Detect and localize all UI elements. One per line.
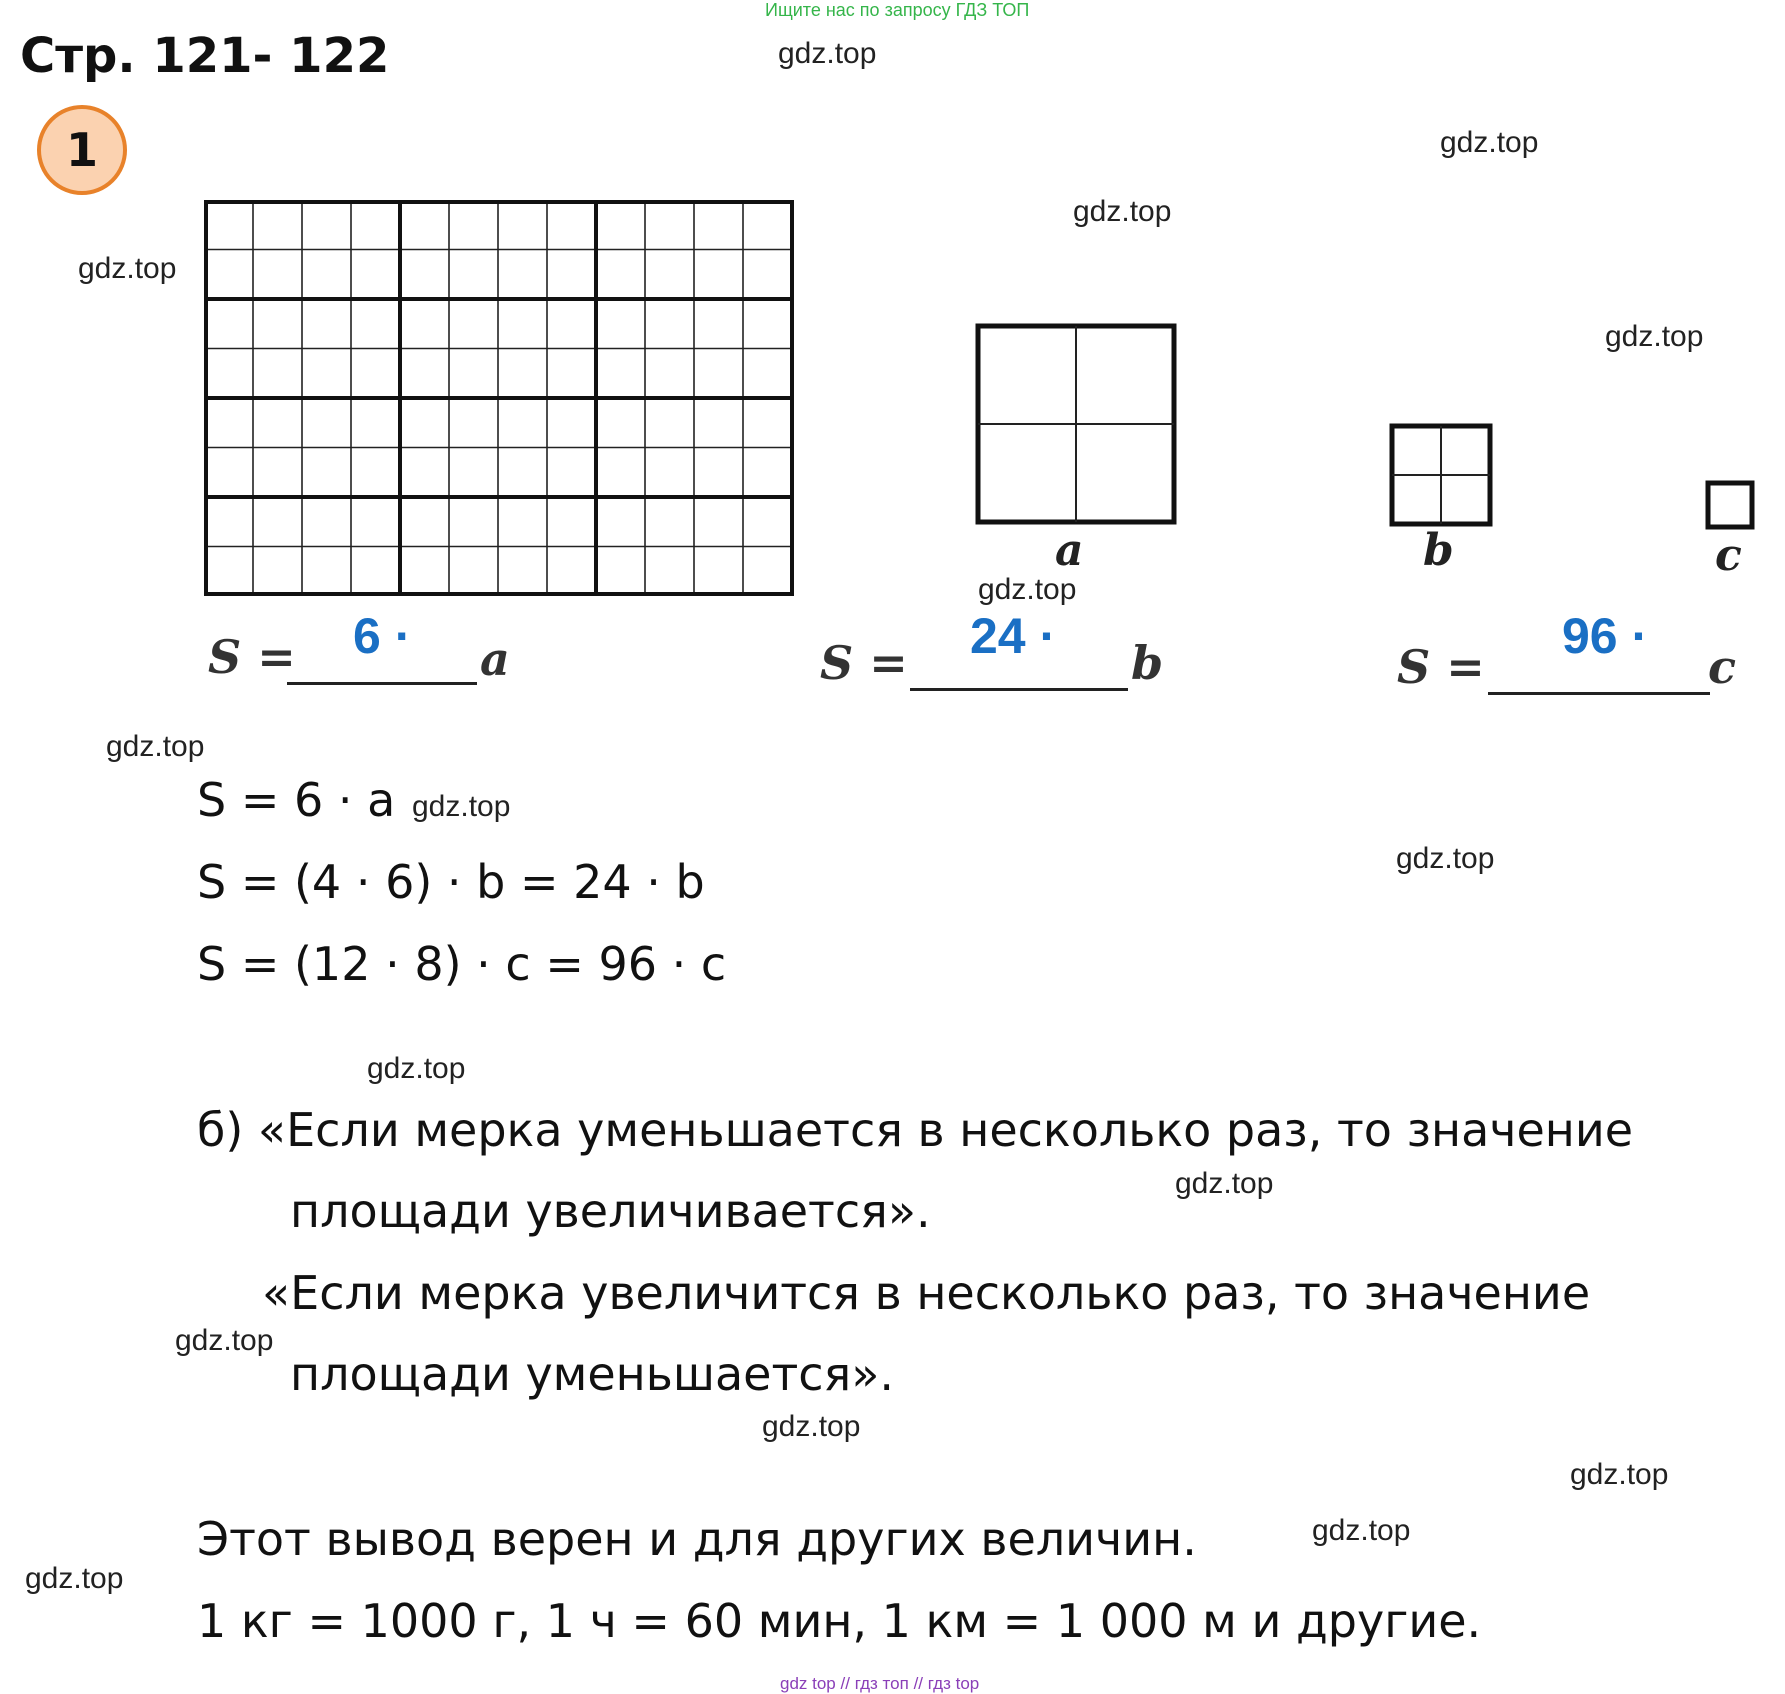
watermark: gdz.top [78,252,177,285]
watermark: gdz.top [1312,1514,1411,1547]
search-banner: Ищите нас по запросу ГДЗ ТОП [765,0,1030,20]
formula-c-answer: 96 · [1562,608,1649,664]
footer-separator: // [913,1674,924,1693]
footer-link-3[interactable]: гдз top [927,1674,980,1693]
watermark: gdz.top [778,37,877,70]
square-a-figure [975,323,1177,525]
watermark: gdz.top [106,730,205,763]
square-c-figure [1705,480,1755,530]
equation-1: S = 6 · a [197,773,396,827]
watermark: gdz.top [1440,126,1539,159]
watermark: gdz.top [25,1562,124,1595]
footer-links [780,1674,979,1694]
conclusion-line-2: 1 кг = 1000 г, 1 ч = 60 мин, 1 км = 1 000 м и другие. [197,1594,1482,1648]
task-number: 1 [65,123,98,177]
formula-b-unit: b [1131,636,1164,690]
formula-c-prefix: S = [1397,640,1485,694]
footer-separator: // [840,1674,850,1693]
formula-b-answer: 24 · [970,608,1057,664]
footer-link-2[interactable]: гдз топ [854,1674,909,1693]
watermark: gdz.top [1570,1458,1669,1491]
watermark: gdz.top [978,573,1077,606]
watermark: gdz.top [1175,1167,1274,1200]
equation-2: S = (4 · 6) · b = 24 · b [197,855,705,909]
part-b-line-2: площади увеличивается». [290,1184,931,1238]
label-a: a [1055,525,1084,576]
footer-link-1[interactable]: gdz top [780,1674,836,1693]
formula-b-blank [910,688,1128,691]
part-b-line-4: площади уменьшается». [290,1347,894,1401]
watermark: gdz.top [412,790,511,823]
part-b-line-3: «Если мерка увеличится в несколько раз, то значение [262,1266,1591,1320]
page-title: Стр. 121- 122 [20,28,390,84]
part-b-line-1: б) «Если мерка уменьшается в несколько раз, то значение [197,1103,1634,1157]
label-c: c [1715,530,1742,581]
formula-c-blank [1488,692,1710,695]
watermark: gdz.top [762,1410,861,1443]
formula-a-blank [287,682,477,685]
equation-3: S = (12 · 8) · c = 96 · c [197,937,727,991]
formula-a-answer: 6 · [353,608,412,664]
watermark: gdz.top [367,1052,466,1085]
formula-a-unit: a [480,632,510,686]
formula-a-prefix: S = [208,630,296,684]
watermark: gdz.top [175,1324,274,1357]
formula-b-prefix: S = [820,636,908,690]
watermark: gdz.top [1396,842,1495,875]
large-grid-figure [204,200,796,598]
conclusion-line-1: Этот вывод верен и для других величин. [197,1512,1197,1566]
label-b: b [1423,525,1454,576]
square-b-figure [1389,423,1493,527]
watermark: gdz.top [1073,195,1172,228]
task-number-badge [37,105,127,195]
watermark: gdz.top [1605,320,1704,353]
formula-c-unit: c [1708,640,1737,694]
